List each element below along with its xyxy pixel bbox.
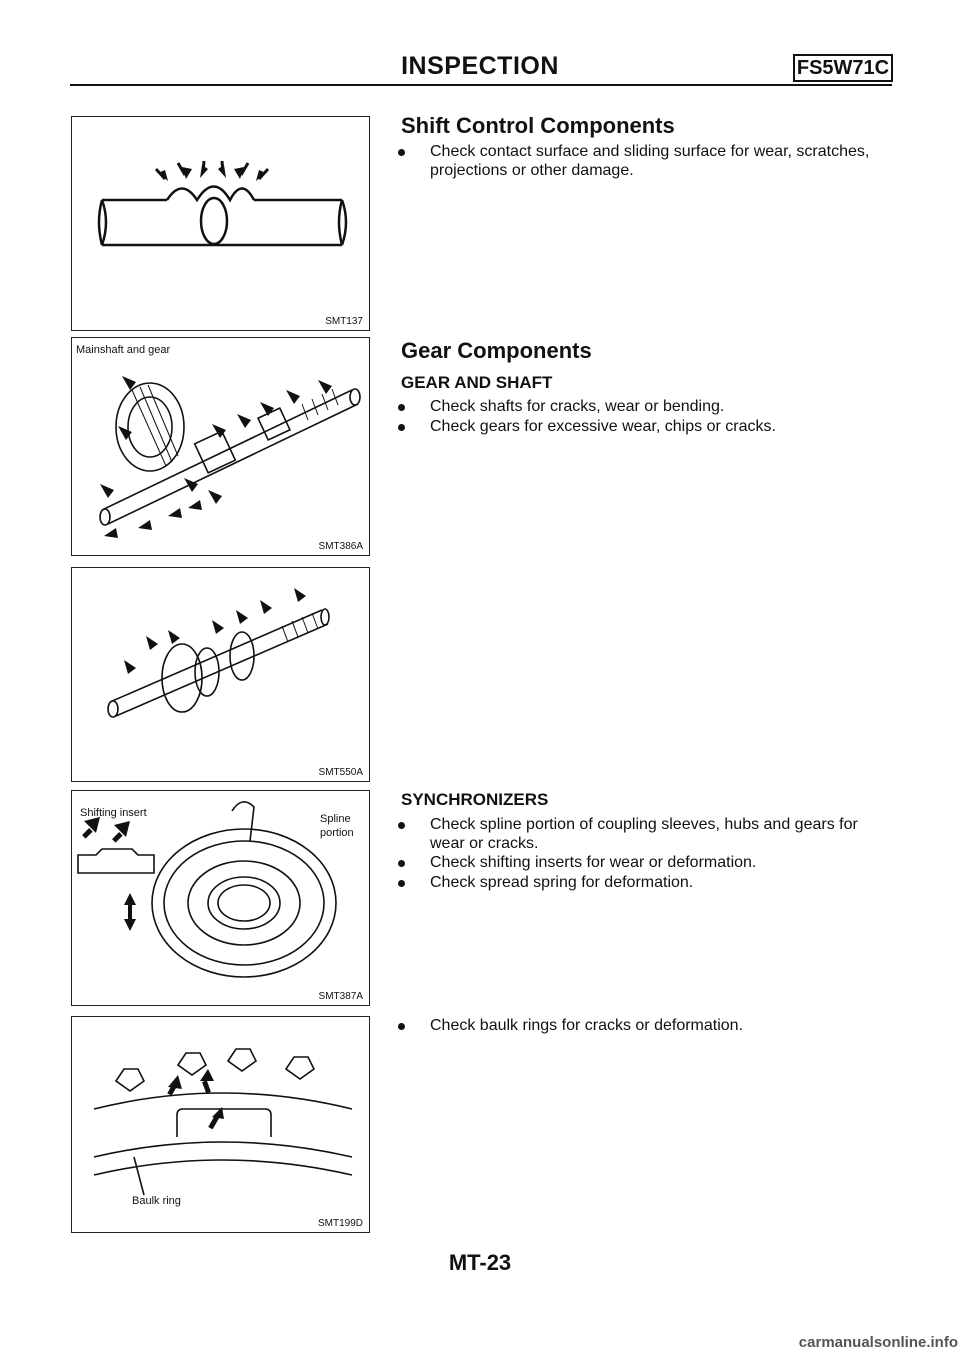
list-item: Check contact surface and sliding surface for wear, scratches, projections or other damage. <box>410 142 892 180</box>
watermark: carmanualsonline.info <box>798 1334 958 1351</box>
list-item: Check shifting inserts for wear or deformation. <box>410 853 892 872</box>
model-code-box: FS5W71C <box>793 54 893 82</box>
portion-label: portion <box>320 827 354 839</box>
bullet-icon <box>398 822 405 829</box>
figure-code: SMT386A <box>318 541 363 552</box>
baulk-ring-label: Baulk ring <box>132 1195 181 1207</box>
shift-rod-illustration <box>72 117 370 331</box>
list-item: Check spread spring for deformation. <box>410 873 892 892</box>
figure-shift-rod <box>71 116 370 331</box>
synchronizer-illustration <box>72 791 370 1006</box>
section-heading-shift-control: Shift Control Components <box>401 113 675 138</box>
mainshaft-label: Mainshaft and gear <box>76 344 171 356</box>
list-item: Check spline portion of coupling sleeves, hubs and gears for wear or cracks. <box>410 815 892 853</box>
list-item: Check shafts for cracks, wear or bending. <box>410 397 892 416</box>
bullet-icon <box>398 880 405 887</box>
figure-code: SMT387A <box>318 991 363 1002</box>
mainshaft-illustration <box>72 338 370 556</box>
bullet-icon <box>398 424 405 431</box>
figure-mainshaft <box>71 337 370 556</box>
figure-code: SMT550A <box>318 767 363 778</box>
figure-counter-gear <box>71 567 370 782</box>
section-heading-gear-components: Gear Components <box>401 338 592 363</box>
bullet-icon <box>398 149 405 156</box>
header-rule <box>70 84 892 86</box>
bullet-icon <box>398 1023 405 1030</box>
shifting-insert-label: Shifting insert <box>80 807 147 819</box>
figure-synchronizer <box>71 790 370 1006</box>
figure-baulk-ring <box>71 1016 370 1233</box>
spline-label: Spline <box>320 813 351 825</box>
page-number: MT-23 <box>448 1250 512 1275</box>
figure-code: SMT199D <box>317 1218 363 1229</box>
bullet-icon <box>398 860 405 867</box>
page-header-title: INSPECTION <box>401 52 559 80</box>
counter-gear-illustration <box>72 568 370 782</box>
subheading-synchronizers: SYNCHRONIZERS <box>401 790 549 809</box>
bullet-icon <box>398 404 405 411</box>
baulk-ring-illustration <box>72 1017 370 1233</box>
list-item: Check gears for excessive wear, chips or cracks. <box>410 417 892 436</box>
figure-code: SMT137 <box>325 316 363 327</box>
subheading-gear-and-shaft: GEAR AND SHAFT <box>401 373 553 392</box>
list-item: Check baulk rings for cracks or deformation. <box>410 1016 892 1035</box>
